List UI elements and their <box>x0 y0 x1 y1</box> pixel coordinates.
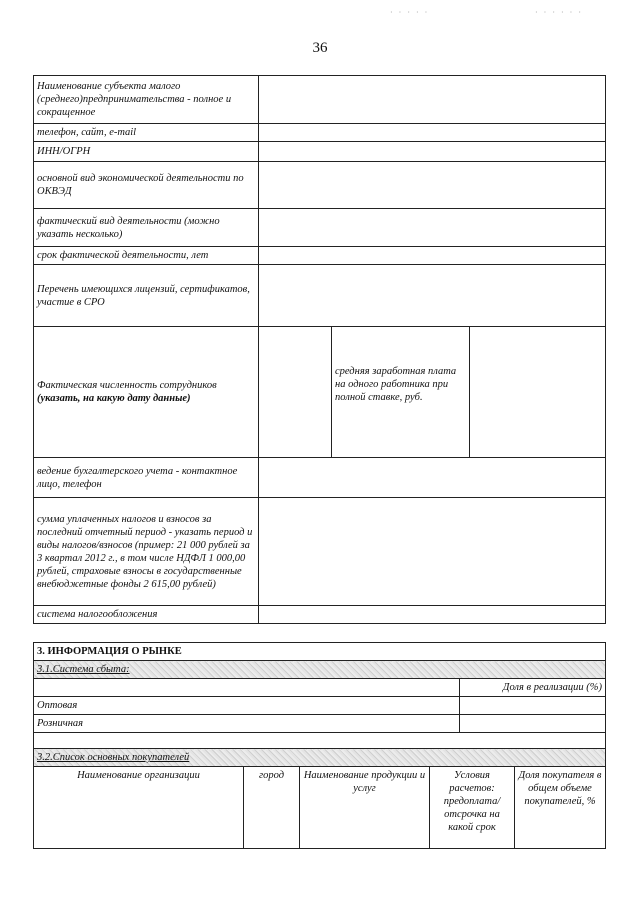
salary-value[interactable] <box>470 327 606 458</box>
company-name-label: Наименование субъекта малого (среднего)предпринимательства - полное и сокращенное <box>34 76 259 124</box>
contacts-label: телефон, сайт, e-mail <box>34 124 259 142</box>
okved-label: основной вид экономической деятельности по ОКВЭД <box>34 162 259 209</box>
scan-noise-top-right: · · · · · · <box>535 8 583 17</box>
okved-value[interactable] <box>259 162 606 209</box>
taxes-value[interactable] <box>259 498 606 606</box>
market-section-title: 3. ИНФОРМАЦИЯ О РЫНКЕ <box>34 643 606 661</box>
staff-count-label <box>34 327 259 458</box>
inn-ogrn-value[interactable] <box>259 142 606 162</box>
salary-label: средняя заработная плата на одного работника при полной ставке, руб. <box>332 327 470 458</box>
scan-noise-top: · · · · · <box>390 8 430 17</box>
company-name-value[interactable] <box>259 76 606 124</box>
activity-term-value[interactable] <box>259 247 606 265</box>
share-header: Доля в реализации (%) <box>460 679 606 697</box>
wholesale-share-value[interactable] <box>460 697 606 715</box>
sales-system-title-text: 3.1.Система сбыта: <box>37 664 130 675</box>
col-city: город <box>244 767 300 849</box>
contacts-value[interactable] <box>259 124 606 142</box>
accounting-label: ведение бухгалтерского учета - контактное лицо, телефон <box>34 458 259 498</box>
staff-count-date-note: (указать, на какую дату данные) <box>37 393 191 404</box>
market-info-table <box>33 642 606 849</box>
tax-system-label: система налогообложения <box>34 606 259 624</box>
actual-activity-label: фактический вид деятельности (можно указать несколько) <box>34 209 259 247</box>
col-organization-name: Наименование организации <box>34 767 244 849</box>
market-spacer-row <box>34 733 606 749</box>
page-number: 36 <box>312 40 328 56</box>
actual-activity-value[interactable] <box>259 209 606 247</box>
retail-label: Розничная <box>34 715 460 733</box>
col-buyer-share: Доля покупателя в общем объеме покупателей, % <box>515 767 606 849</box>
licenses-value[interactable] <box>259 265 606 327</box>
taxes-label: сумма уплаченных налогов и взносов за последний отчетный период - указать период и виды налогов/взносов (пример: 21 000 рублей за 3 квартал 2012 г., в том числе НДФЛ 1 000,00 рублей, страховые взносы в государственные внебюджетные фонды 2 615,00 рублей) <box>34 498 259 606</box>
accounting-value[interactable] <box>259 458 606 498</box>
buyers-list-title-text: 3.2.Список основных покупателей <box>37 752 190 763</box>
sales-empty-cell <box>34 679 460 697</box>
col-products: Наименование продукции и услуг <box>300 767 430 849</box>
retail-share-value[interactable] <box>460 715 606 733</box>
licenses-label: Перечень имеющихся лицензий, сертификатов, участие в СРО <box>34 265 259 327</box>
activity-term-label: срок фактической деятельности, лет <box>34 247 259 265</box>
col-payment-terms: Условия расчетов: предоплата/ отсрочка на какой срок <box>430 767 515 849</box>
tax-system-value[interactable] <box>259 606 606 624</box>
staff-count-value[interactable] <box>259 327 332 458</box>
sales-system-title <box>34 661 606 679</box>
wholesale-label: Оптовая <box>34 697 460 715</box>
buyers-list-title <box>34 749 606 767</box>
company-info-table <box>33 75 606 624</box>
inn-ogrn-label: ИНН/ОГРН <box>34 142 259 162</box>
staff-count-text: Фактическая численность сотрудников <box>37 380 217 391</box>
